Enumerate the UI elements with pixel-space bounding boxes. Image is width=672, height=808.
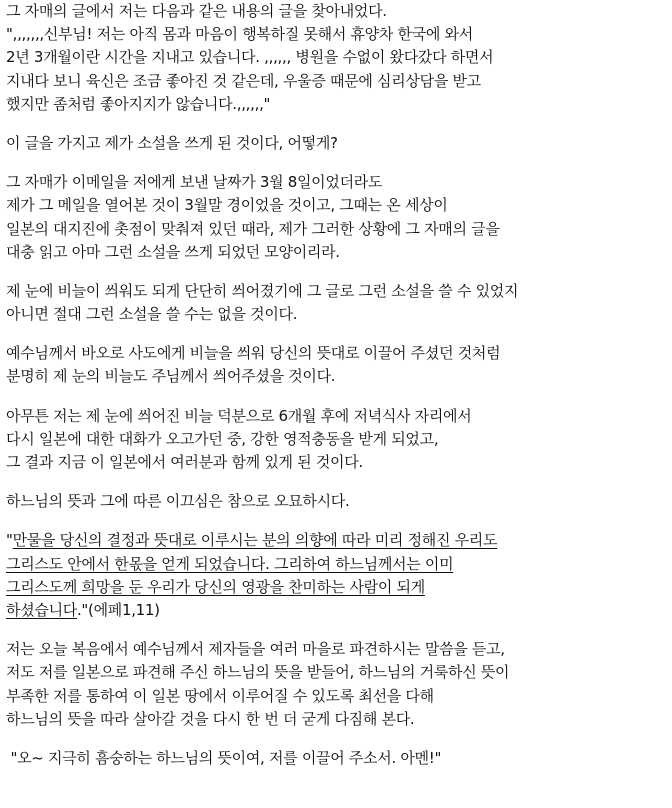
text-line: 했지만 좀처럼 좋아지지가 않습니다.,,,,,," — [6, 94, 271, 113]
paragraph-japan — [6, 405, 666, 475]
text-line: 2년 3개월이란 시간을 지내고 있습니다. ,,,,,, 병원을 수없이 왔다갔다 하면서 — [6, 48, 494, 67]
quote-citation: ."(에페1,11) — [76, 600, 160, 619]
paragraph-mystery — [6, 490, 666, 513]
quote-line — [6, 599, 666, 622]
text-line: ",,,,,,,신부님! 저는 아직 몸과 마음이 행복하질 못해서 휴양차 한국에 와서 — [6, 25, 473, 44]
text-line: 부족한 저를 통하여 이 일본 땅에서 이루어질 수 있도록 최선을 다해 — [6, 686, 434, 705]
closing-prayer — [6, 747, 666, 770]
text-line: 하느님의 뜻과 그에 따른 이끄심은 참으로 오묘하시다. — [6, 492, 350, 511]
quote-line — [6, 529, 666, 552]
quote-line — [6, 576, 666, 599]
scripture-quote — [6, 529, 666, 622]
quote-underlined: 그리하여 하느님께서는 이미 — [269, 554, 454, 573]
text-line: 다시 일본에 대한 대화가 오고가던 중, 강한 영적충동을 받게 되었고, — [6, 429, 439, 448]
quote-underlined: 하셨습니다 — [6, 600, 77, 619]
text-line: 그 결과 지금 이 일본에서 여러분과 함께 있게 된 것이다. — [6, 453, 363, 471]
text-line: 일본의 대지진에 촛점이 맞춰져 있던 때라, 제가 그러한 상황에 그 자매의 글을 — [6, 219, 500, 238]
paragraph-novel-question — [6, 132, 666, 155]
quote-underlined: 그리스도 안에서 한몫을 얻게 되었습니다. — [6, 554, 270, 573]
text-line: 저는 오늘 복음에서 예수님께서 제자들을 여러 마을로 파견하시는 말씀을 듣고, — [6, 640, 505, 659]
text-line: 그 자매가 이메일을 저에게 보낸 날짜가 3월 8일이었더라도 — [6, 173, 383, 192]
paragraph-scales — [6, 280, 666, 326]
text-line: 아니면 절대 그런 소설을 쓸 수는 없을 것이다. — [6, 305, 298, 324]
text-line: 제 눈에 비늘이 씌워도 되게 단단히 씌어졌기에 그 글로 그런 소설을 쓸 수 있었지 — [6, 281, 519, 300]
paragraph-email-excerpt — [6, 0, 666, 116]
text-line: 지내다 보니 육신은 조금 좋아진 것 같은데, 우울증 때문에 심리상담을 받고 — [6, 71, 481, 90]
paragraph-closing — [6, 638, 666, 731]
text-line: 대충 읽고 아마 그런 소설을 쓰게 되었던 모양이리라. — [6, 242, 340, 261]
quote-underlined: 그리스도께 희망을 둔 우리가 당신의 영광을 찬미하는 사람이 되게 — [6, 577, 425, 596]
text-line: 하느님의 뜻을 따라 살아갈 것을 다시 한 번 더 굳게 다짐해 본다. — [6, 709, 415, 728]
text-line: 아무튼 저는 제 눈에 씌어진 비늘 덕분으로 6개월 후에 저녁식사 자리에서 — [6, 406, 472, 425]
text-line: 그 자매의 글에서 저는 다음과 같은 내용의 글을 찾아내었다. — [6, 2, 387, 20]
quote-line — [6, 553, 666, 576]
text-line: 예수님께서 바오로 사도에게 비늘을 씌워 당신의 뜻대로 이끌어 주셨던 것처럼 — [6, 344, 501, 363]
quote-open: " — [6, 531, 13, 550]
paragraph-email-date — [6, 171, 666, 264]
text-line: 제가 그 메일을 열어본 것이 3월말 경이었을 것이고, 그때는 온 세상이 — [6, 196, 448, 215]
text-line: 이 글을 가지고 제가 소설을 쓰게 된 것이다, 어떻게? — [6, 133, 338, 152]
prayer-line: "오~ 지극히 흠숭하는 하느님의 뜻이여, 저를 이끌어 주소서. 아멘!" — [6, 748, 442, 767]
quote-underlined: 만물을 당신의 결정과 뜻대로 이루시는 분의 의향에 따라 미리 정해진 우리도 — [12, 531, 498, 550]
text-line: 저도 저를 일본으로 파견해 주신 하느님의 뜻을 받들어, 하느님의 거룩하신 뜻이 — [6, 663, 510, 682]
paragraph-paul — [6, 342, 666, 388]
text-line: 분명히 제 눈의 비늘도 주님께서 씌어주셨을 것이다. — [6, 367, 336, 386]
